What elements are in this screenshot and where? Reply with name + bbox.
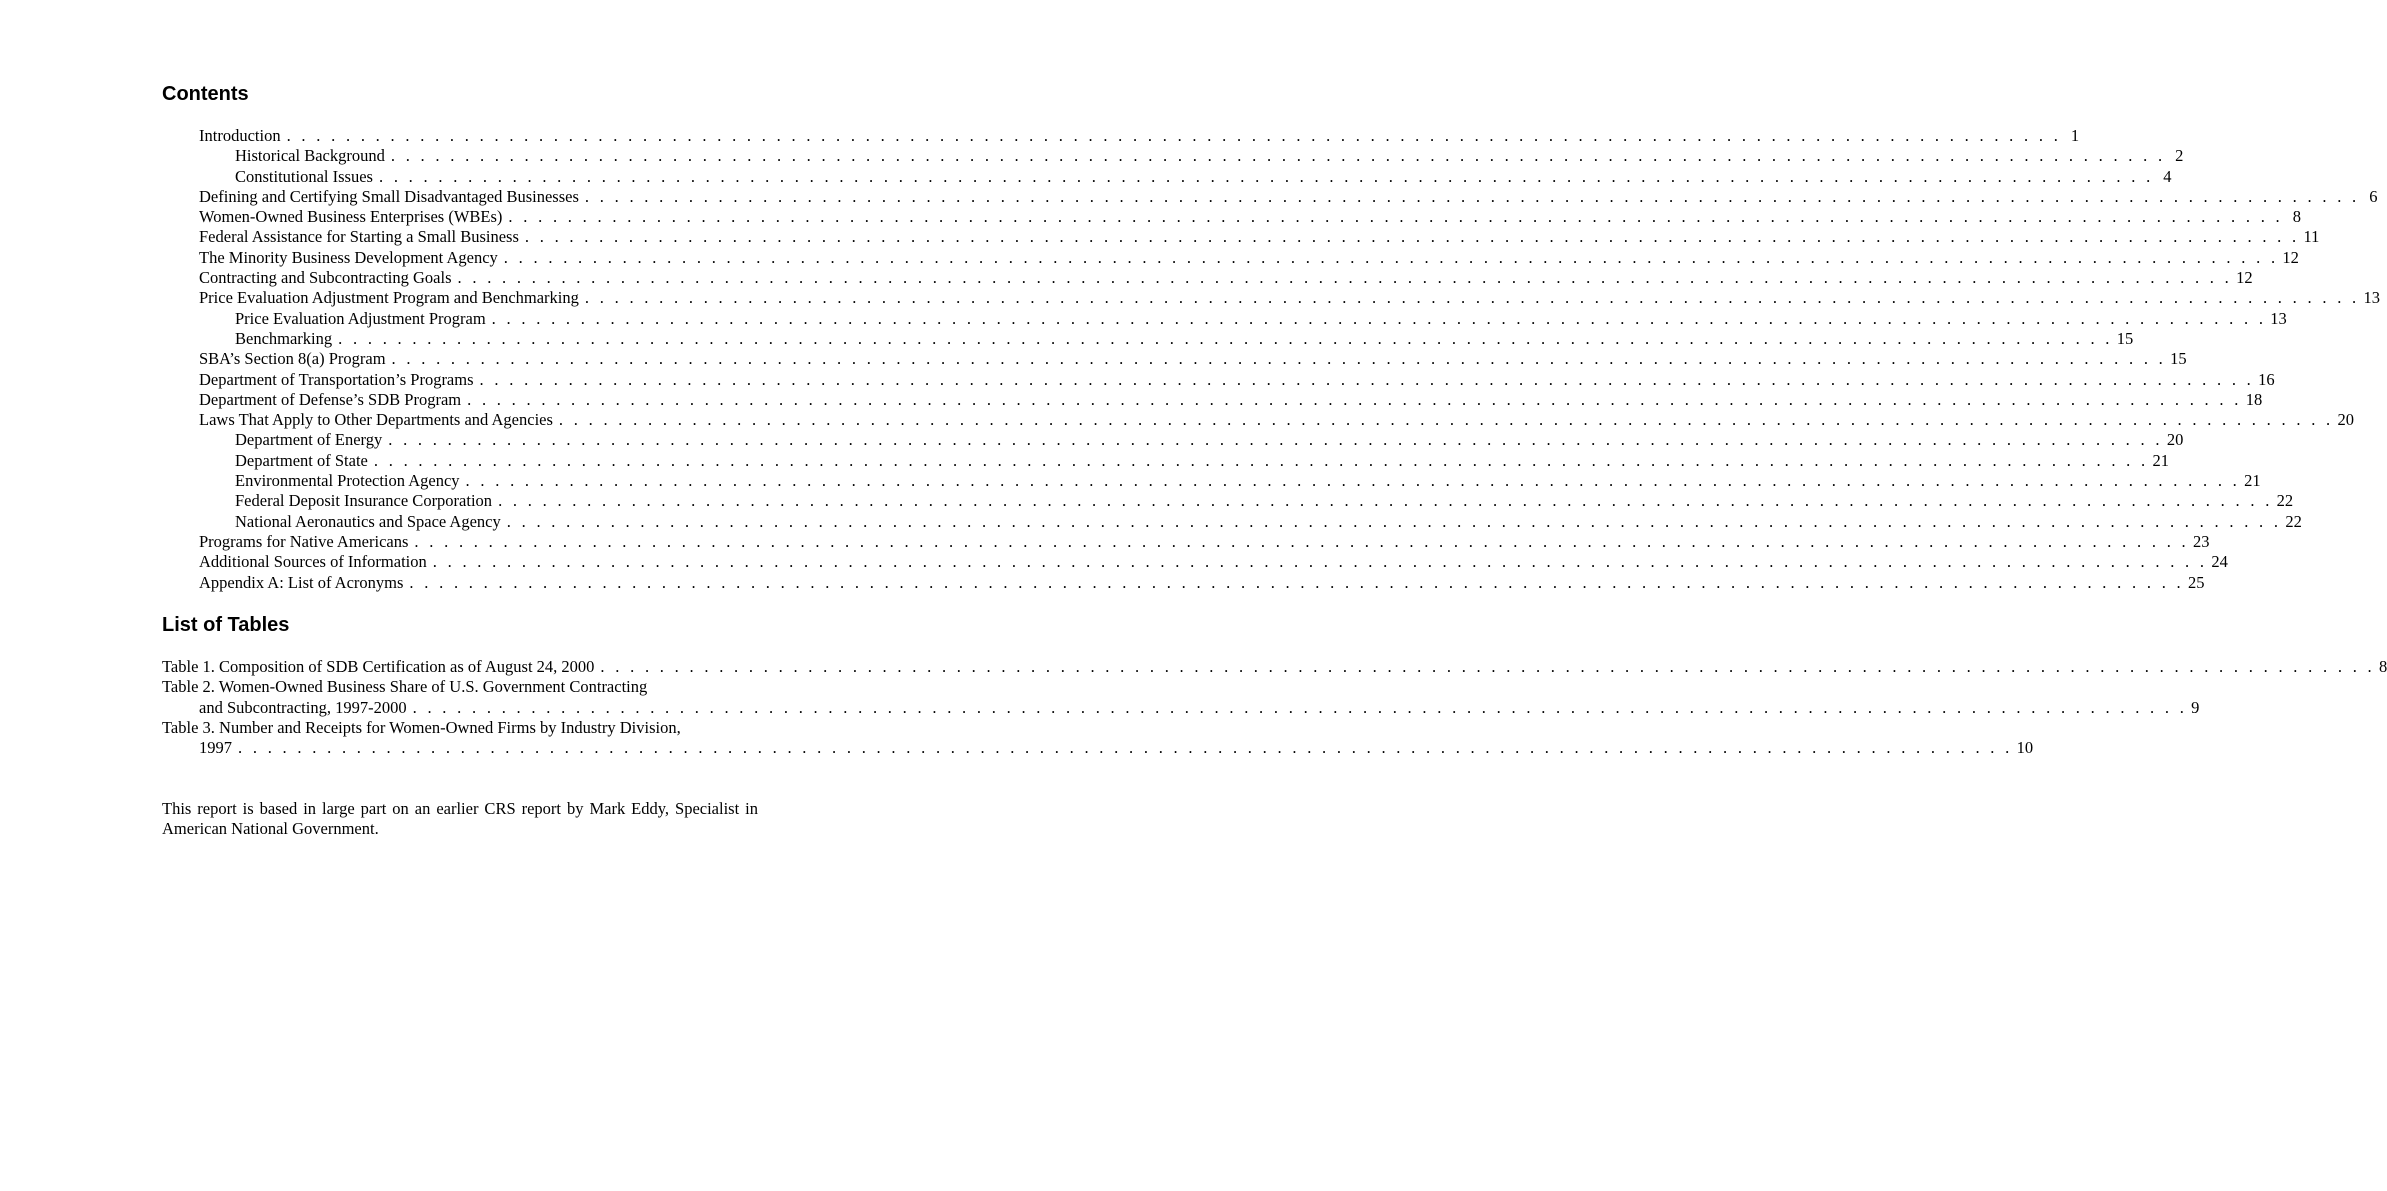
toc-leader-dots: . . . . . . . . . . . . . . . . . . . . . . . . . . . . . . . . . . . . . . . . . . . . . . . . . . . . . . . . . . . . . . . . . . . . . . . . . . . . . . . . . . . . . . . . . . . . . . . . . . . . . . . . . . . . . . . . . . . . . . . . [506, 511, 2282, 531]
toc-entry[interactable] [162, 511, 2302, 532]
toc-entry[interactable] [162, 247, 2299, 268]
toc-entry[interactable] [162, 268, 2253, 288]
toc-entry-title: Environmental Protection Agency [235, 471, 460, 491]
toc-entry-title: Laws That Apply to Other Departments and Agencies [199, 410, 553, 430]
toc-entry[interactable] [162, 572, 2205, 593]
table-leader-dots: . . . . . . . . . . . . . . . . . . . . . . . . . . . . . . . . . . . . . . . . . . . . . . . . . . . . . . . . . . . . . . . . . . . . . . . . . . . . . . . . . . . . . . . . . . . . . . . . . . . . . . . . . . . . . . . . . . . . . . . . [600, 657, 2375, 676]
table-entry-page: 9 [2191, 697, 2200, 717]
toc-entry-title: National Aeronautics and Space Agency [235, 511, 501, 531]
contents-list [162, 126, 2380, 593]
toc-entry[interactable] [162, 410, 2354, 430]
toc-leader-dots: . . . . . . . . . . . . . . . . . . . . . . . . . . . . . . . . . . . . . . . . . . . . . . . . . . . . . . . . . . . . . . . . . . . . . . . . . . . . . . . . . . . . . . . . . . . . . . . . . . . . . . . . . . . . . . . . . . . . . . . . [508, 207, 2283, 227]
toc-entry-page: 4 [2163, 166, 2172, 186]
toc-leader-dots: . . . . . . . . . . . . . . . . . . . . . . . . . . . . . . . . . . . . . . . . . . . . . . . . . . . . . . . . . . . . . . . . . . . . . . . . . . . . . . . . . . . . . . . . . . . . . . . . . . . . . . . . . . . . . . . . . . . . . . . . [373, 450, 2149, 470]
toc-entry-page: 16 [2258, 369, 2275, 389]
contents-heading: Contents [162, 83, 249, 105]
list-of-tables-heading: List of Tables [162, 614, 290, 636]
tables-list [162, 657, 2387, 758]
toc-entry[interactable] [162, 328, 2134, 349]
toc-entry-page: 15 [2116, 328, 2134, 348]
toc-entry[interactable] [162, 491, 2294, 511]
toc-entry-title: Women-Owned Business Enterprises (WBEs) [199, 207, 503, 227]
table-entry-title-line: Table 2. Women-Owned Business Share of U.S. Government Contracting [162, 677, 648, 697]
table-entry-row [162, 697, 2200, 718]
toc-entry-title: Price Evaluation Adjustment Program and Benchmarking [199, 288, 579, 308]
toc-entry-title: Defining and Certifying Small Disadvantaged Businesses [199, 186, 579, 206]
toc-entry-title: Programs for Native Americans [199, 531, 409, 551]
table-entry-row [162, 738, 2034, 758]
toc-entry-title: Department of Defense’s SDB Program [199, 389, 462, 409]
toc-entry-page: 23 [2192, 531, 2210, 551]
toc-leader-dots: . . . . . . . . . . . . . . . . . . . . . . . . . . . . . . . . . . . . . . . . . . . . . . . . . . . . . . . . . . . . . . . . . . . . . . . . . . . . . . . . . . . . . . . . . . . . . . . . . . . . . . . . . . . . . . . . . . . . . . . . [409, 572, 2184, 592]
toc-entry-page: 25 [2187, 572, 2205, 592]
toc-leader-dots: . . . . . . . . . . . . . . . . . . . . . . . . . . . . . . . . . . . . . . . . . . . . . . . . . . . . . . . . . . . . . . . . . . . . . . . . . . . . . . . . . . . . . . . . . . . . . . . . . . . . . . . . . . . . . . . . . . . . . . . . [558, 410, 2334, 430]
toc-entry-page: 18 [2245, 389, 2263, 409]
toc-leader-dots: . . . . . . . . . . . . . . . . . . . . . . . . . . . . . . . . . . . . . . . . . . . . . . . . . . . . . . . . . . . . . . . . . . . . . . . . . . . . . . . . . . . . . . . . . . . . . . . . . . . . . . . . . . . . . . . . . . . . . . . . [479, 369, 2255, 389]
table-entry-page: 8 [2378, 657, 2387, 676]
toc-entry-page: 22 [2285, 511, 2302, 531]
toc-entry-page: 1 [2070, 126, 2080, 145]
table-leader-dots: . . . . . . . . . . . . . . . . . . . . . . . . . . . . . . . . . . . . . . . . . . . . . . . . . . . . . . . . . . . . . . . . . . . . . . . . . . . . . . . . . . . . . . . . . . . . . . . . . . . . . . . . . . . . . . . . . . . . . . . . [412, 697, 2188, 717]
toc-entry-title: Additional Sources of Information [199, 552, 427, 572]
toc-entry[interactable] [162, 146, 2184, 166]
toc-entry-page: 6 [2369, 186, 2378, 206]
toc-leader-dots: . . . . . . . . . . . . . . . . . . . . . . . . . . . . . . . . . . . . . . . . . . . . . . . . . . . . . . . . . . . . . . . . . . . . . . . . . . . . . . . . . . . . . . . . . . . . . . . . . . . . . . . . . . . . . . . . . . . . . . . . [388, 430, 2163, 450]
toc-entry[interactable] [162, 450, 2169, 471]
toc-leader-dots: . . . . . . . . . . . . . . . . . . . . . . . . . . . . . . . . . . . . . . . . . . . . . . . . . . . . . . . . . . . . . . . . . . . . . . . . . . . . . . . . . . . . . . . . . . . . . . . . . . . . . . . . . . . . . . . . . . . . . . . . [584, 288, 2360, 308]
toc-entry[interactable] [162, 186, 2378, 207]
toc-entry[interactable] [162, 166, 2172, 187]
toc-entry[interactable] [162, 471, 2261, 491]
toc-entry[interactable] [162, 126, 2080, 146]
toc-entry-page: 8 [2292, 207, 2301, 227]
toc-entry-page: 13 [2363, 288, 2380, 308]
table-entry-title: 1997 [199, 738, 232, 758]
toc-leader-dots: . . . . . . . . . . . . . . . . . . . . . . . . . . . . . . . . . . . . . . . . . . . . . . . . . . . . . . . . . . . . . . . . . . . . . . . . . . . . . . . . . . . . . . . . . . . . . . . . . . . . . . . . . . . . . . . . . . . . . . . . [498, 491, 2273, 511]
toc-leader-dots: . . . . . . . . . . . . . . . . . . . . . . . . . . . . . . . . . . . . . . . . . . . . . . . . . . . . . . . . . . . . . . . . . . . . . . . . . . . . . . . . . . . . . . . . . . . . . . . . . . . . . . . . . . . . . . . . . . . . . . . . [584, 186, 2360, 206]
toc-leader-dots: . . . . . . . . . . . . . . . . . . . . . . . . . . . . . . . . . . . . . . . . . . . . . . . . . . . . . . . . . . . . . . . . . . . . . . . . . . . . . . . . . . . . . . . . . . . . . . . . . . . . . . . . . . . . . . . . . . . . . . . . [491, 308, 2267, 328]
toc-entry[interactable] [162, 369, 2275, 390]
toc-leader-dots: . . . . . . . . . . . . . . . . . . . . . . . . . . . . . . . . . . . . . . . . . . . . . . . . . . . . . . . . . . . . . . . . . . . . . . . . . . . . . . . . . . . . . . . . . . . . . . . . . . . . . . . . . . . . . . . . . . . . . . . . [432, 552, 2208, 572]
toc-entry-page: 24 [2211, 552, 2228, 572]
toc-entry[interactable] [162, 349, 2187, 369]
toc-entry-title: Department of Energy [235, 430, 383, 450]
toc-entry-title: SBA’s Section 8(a) Program [199, 349, 386, 369]
table-entry-title: and Subcontracting, 1997-2000 [199, 697, 407, 717]
toc-entry[interactable] [162, 389, 2263, 410]
toc-entry-page: 15 [2170, 349, 2187, 369]
toc-entry-title: Appendix A: List of Acronyms [199, 572, 404, 592]
toc-leader-dots: . . . . . . . . . . . . . . . . . . . . . . . . . . . . . . . . . . . . . . . . . . . . . . . . . . . . . . . . . . . . . . . . . . . . . . . . . . . . . . . . . . . . . . . . . . . . . . . . . . . . . . . . . . . . . . . . . . . . . . . . [378, 166, 2154, 186]
toc-leader-dots: . . . . . . . . . . . . . . . . . . . . . . . . . . . . . . . . . . . . . . . . . . . . . . . . . . . . . . . . . . . . . . . . . . . . . . . . . . . . . . . . . . . . . . . . . . . . . . . . . . . . . . . . . . . . . . . . . . . . . . . . [390, 146, 2166, 166]
toc-entry-page: 12 [2282, 247, 2299, 267]
toc-entry-title: Historical Background [235, 146, 385, 166]
toc-entry[interactable] [162, 308, 2287, 329]
report-note: This report is based in large part on an earlier CRS report by Mark Eddy, Specialist in American National Government. [162, 799, 758, 839]
toc-entry-page: 12 [2236, 268, 2253, 288]
table-entry[interactable] [162, 717, 2034, 759]
toc-leader-dots: . . . . . . . . . . . . . . . . . . . . . . . . . . . . . . . . . . . . . . . . . . . . . . . . . . . . . . . . . . . . . . . . . . . . . . . . . . . . . . . . . . . . . . . . . . . . . . . . . . . . . . . . . . . . . . . . . . . . . . . . [524, 227, 2300, 247]
table-entry-page: 10 [2016, 738, 2034, 758]
toc-entry-title: Contracting and Subcontracting Goals [199, 268, 452, 288]
toc-entry-title: Introduction [199, 126, 281, 145]
toc-leader-dots: . . . . . . . . . . . . . . . . . . . . . . . . . . . . . . . . . . . . . . . . . . . . . . . . . . . . . . . . . . . . . . . . . . . . . . . . . . . . . . . . . . . . . . . . . . . . . . . . . . . . . . . . . . . . . . . . . . . . . . . . [465, 471, 2241, 491]
toc-leader-dots: . . . . . . . . . . . . . . . . . . . . . . . . . . . . . . . . . . . . . . . . . . . . . . . . . . . . . . . . . . . . . . . . . . . . . . . . . . . . . . . . . . . . . . . . . . . . . . . . . . . . . . . . . . . . . . . . . . . . . . . . [391, 349, 2167, 369]
toc-leader-dots: . . . . . . . . . . . . . . . . . . . . . . . . . . . . . . . . . . . . . . . . . . . . . . . . . . . . . . . . . . . . . . . . . . . . . . . . . . . . . . . . . . . . . . . . . . . . . . . . . . . . . . . . . . . . . . . . . . . . . . . . [457, 268, 2233, 288]
table-entry-title-line: Table 3. Number and Receipts for Women-Owned Firms by Industry Division, [162, 717, 681, 737]
toc-leader-dots: . . . . . . . . . . . . . . . . . . . . . . . . . . . . . . . . . . . . . . . . . . . . . . . . . . . . . . . . . . . . . . . . . . . . . . . . . . . . . . . . . . . . . . . . . . . . . . . . . . . . . . . . . . . . . . . . . . . . . . . . [503, 247, 2279, 267]
table-entry-title: Table 1. Composition of SDB Certification as of August 24, 2000 [162, 657, 595, 676]
toc-entry-page: 22 [2276, 491, 2294, 511]
toc-leader-dots: . . . . . . . . . . . . . . . . . . . . . . . . . . . . . . . . . . . . . . . . . . . . . . . . . . . . . . . . . . . . . . . . . . . . . . . . . . . . . . . . . . . . . . . . . . . . . . . . . . . . . . . . . . . . . . . . . . . . . . . . [286, 126, 2062, 145]
toc-entry-page: 2 [2175, 146, 2184, 166]
toc-entry-title: Department of Transportation’s Programs [199, 369, 474, 389]
toc-entry-title: Constitutional Issues [235, 166, 373, 186]
toc-entry-title: Price Evaluation Adjustment Program [235, 308, 486, 328]
toc-leader-dots: . . . . . . . . . . . . . . . . . . . . . . . . . . . . . . . . . . . . . . . . . . . . . . . . . . . . . . . . . . . . . . . . . . . . . . . . . . . . . . . . . . . . . . . . . . . . . . . . . . . . . . . . . . . . . . . . . . . . . . . . [414, 531, 2189, 551]
table-entry[interactable] [162, 677, 2200, 718]
table-leader-dots: . . . . . . . . . . . . . . . . . . . . . . . . . . . . . . . . . . . . . . . . . . . . . . . . . . . . . . . . . . . . . . . . . . . . . . . . . . . . . . . . . . . . . . . . . . . . . . . . . . . . . . . . . . . . . . . . . . . . . . . . [238, 738, 2013, 758]
toc-entry[interactable] [162, 288, 2380, 308]
toc-entry-page: 13 [2270, 308, 2287, 328]
toc-entry[interactable] [162, 430, 2184, 450]
toc-entry-page: 21 [2152, 450, 2169, 470]
toc-entry[interactable] [162, 552, 2228, 572]
toc-entry-page: 21 [2244, 471, 2261, 491]
toc-entry-page: 20 [2337, 410, 2354, 430]
toc-entry-title: The Minority Business Development Agency [199, 247, 498, 267]
toc-entry-title: Federal Deposit Insurance Corporation [235, 491, 493, 511]
toc-entry[interactable] [162, 207, 2301, 227]
toc-entry-title: Benchmarking [235, 328, 333, 348]
toc-entry[interactable] [162, 227, 2320, 247]
toc-entry-title: Federal Assistance for Starting a Small Business [199, 227, 519, 247]
toc-leader-dots: . . . . . . . . . . . . . . . . . . . . . . . . . . . . . . . . . . . . . . . . . . . . . . . . . . . . . . . . . . . . . . . . . . . . . . . . . . . . . . . . . . . . . . . . . . . . . . . . . . . . . . . . . . . . . . . . . . . . . . . . [338, 328, 2113, 348]
toc-entry[interactable] [162, 531, 2210, 552]
table-entry[interactable] [162, 657, 2387, 677]
toc-leader-dots: . . . . . . . . . . . . . . . . . . . . . . . . . . . . . . . . . . . . . . . . . . . . . . . . . . . . . . . . . . . . . . . . . . . . . . . . . . . . . . . . . . . . . . . . . . . . . . . . . . . . . . . . . . . . . . . . . . . . . . . . [467, 389, 2242, 409]
toc-entry-page: 11 [2303, 227, 2320, 247]
toc-entry-title: Department of State [235, 450, 368, 470]
toc-entry-page: 20 [2166, 430, 2184, 450]
table-entry-row [162, 657, 2387, 677]
